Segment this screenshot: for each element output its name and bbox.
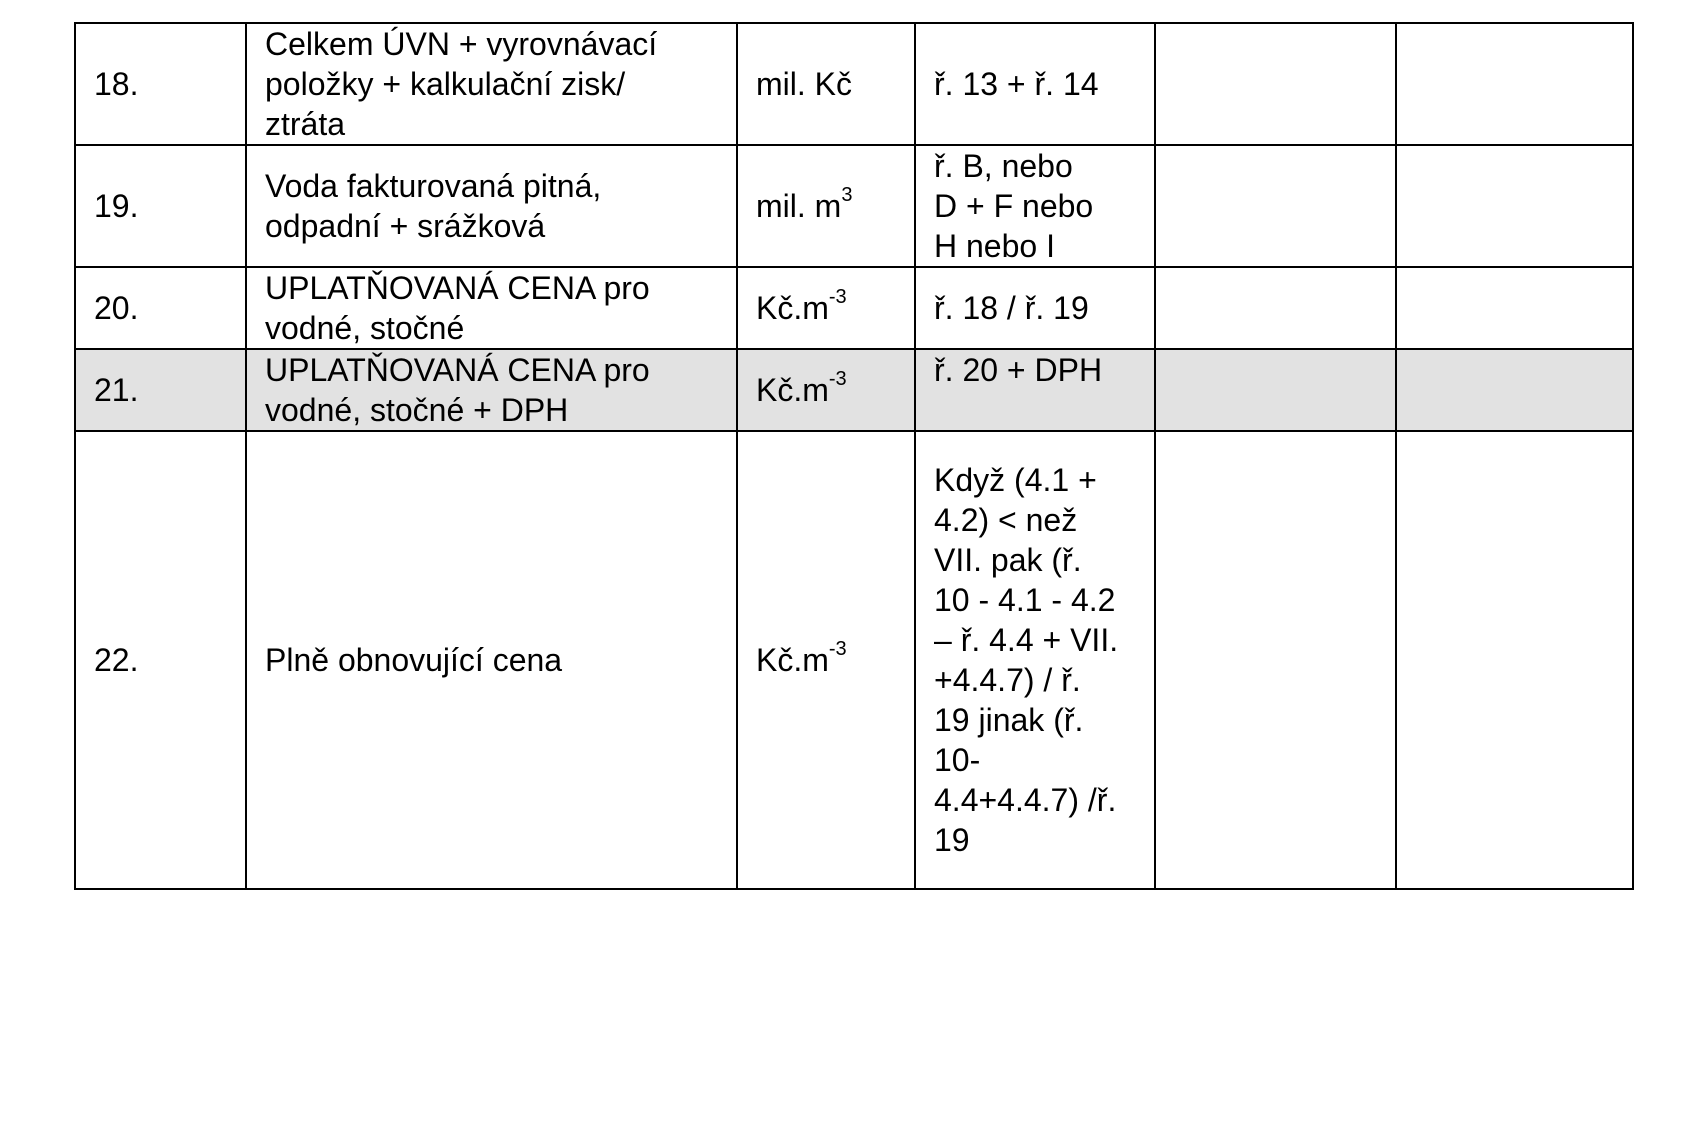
row-number: 20. (75, 267, 246, 349)
unit-exponent: -3 (828, 286, 847, 309)
row-label: Voda fakturovaná pitná, odpadní + srážková (246, 145, 737, 267)
unit-base: Kč.m (756, 290, 829, 326)
row-formula: ř. B, nebo D + F nebo H nebo I (915, 145, 1155, 267)
calculation-table (74, 22, 1634, 890)
row-number: 18. (75, 23, 246, 145)
row-value-cell (1155, 145, 1396, 267)
row-value-cell (1155, 267, 1396, 349)
unit-exponent: -3 (828, 368, 847, 391)
row-number: 22. (75, 431, 246, 889)
row-formula: Když (4.1 + 4.2) < než VII. pak (ř. 10 - 4.1 - 4.2 – ř. 4.4 + VII. +4.4.7) / ř. 19 jinak (ř. 10- 4.4+4.4.7) /ř. 19 (915, 431, 1155, 889)
unit-base: Kč.m (756, 642, 829, 678)
row-unit (737, 267, 915, 349)
row-label: Plně obnovující cena (246, 431, 737, 889)
row-formula: ř. 20 + DPH (915, 349, 1155, 431)
row-number: 19. (75, 145, 246, 267)
row-unit (737, 431, 915, 889)
row-formula: ř. 13 + ř. 14 (915, 23, 1155, 145)
unit-base: mil. m (756, 188, 842, 224)
unit-base: mil. Kč (756, 66, 852, 102)
row-label: UPLATŇOVANÁ CENA pro vodné, stočné + DPH (246, 349, 737, 431)
row-value-cell (1396, 267, 1633, 349)
row-value-cell (1155, 431, 1396, 889)
row-label: Celkem ÚVN + vyrovnávací položky + kalkulační zisk/ ztráta (246, 23, 737, 145)
table-row (75, 145, 1633, 267)
row-unit (737, 349, 915, 431)
row-value-cell (1396, 349, 1633, 431)
unit-base: Kč.m (756, 372, 829, 408)
table-row (75, 23, 1633, 145)
row-formula: ř. 18 / ř. 19 (915, 267, 1155, 349)
row-value-cell (1396, 23, 1633, 145)
table-row (75, 431, 1633, 889)
table-row (75, 267, 1633, 349)
row-unit (737, 23, 915, 145)
row-value-cell (1155, 23, 1396, 145)
table-row-highlighted (75, 349, 1633, 431)
unit-exponent: -3 (828, 638, 847, 661)
row-number: 21. (75, 349, 246, 431)
row-value-cell (1396, 431, 1633, 889)
row-value-cell (1155, 349, 1396, 431)
row-value-cell (1396, 145, 1633, 267)
row-unit (737, 145, 915, 267)
row-label: UPLATŇOVANÁ CENA pro vodné, stočné (246, 267, 737, 349)
unit-exponent: 3 (841, 184, 853, 207)
